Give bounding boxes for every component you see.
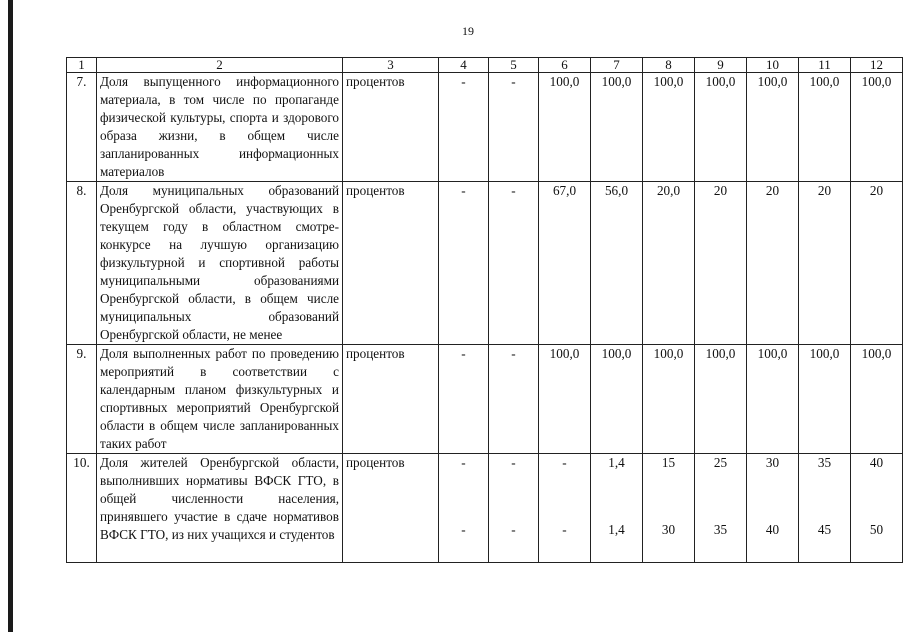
value-total: 25 <box>713 455 728 470</box>
value-cell: 100,0 <box>799 73 851 182</box>
value-cell <box>489 454 539 563</box>
value-cell: 100,0 <box>851 345 903 454</box>
column-header: 6 <box>539 58 591 73</box>
value-students: 45 <box>817 522 832 537</box>
indicator-description: Доля муниципальных образований Оренбургской области, участвующих в текущем году в областном смотре-конкурсе на лучшую организацию физкультурной и спортивной работы муниципальными образованиями Оренбургской области, в общем числе муниципальных образований Оренбургской области, не менее <box>97 182 343 345</box>
table-row <box>67 182 903 345</box>
value-cell <box>695 454 747 563</box>
table-row <box>67 454 903 563</box>
value-total: 15 <box>661 455 676 470</box>
value-total: 40 <box>869 455 884 470</box>
page-number: 19 <box>462 24 474 38</box>
column-header: 12 <box>851 58 903 73</box>
value-total: 1,4 <box>608 455 625 470</box>
value-students: - <box>562 522 567 537</box>
value-cell <box>643 454 695 563</box>
indicators-table <box>66 57 903 563</box>
header-row <box>67 58 903 73</box>
value-students: 30 <box>661 522 676 537</box>
value-cell: 100,0 <box>539 345 591 454</box>
unit-cell: процентов <box>343 345 439 454</box>
value-cell <box>799 454 851 563</box>
value-total: 35 <box>817 455 832 470</box>
table-row <box>67 73 903 182</box>
value-total: - <box>461 455 466 470</box>
value-cell <box>591 454 643 563</box>
column-header: 10 <box>747 58 799 73</box>
column-header: 9 <box>695 58 747 73</box>
value-cell <box>851 454 903 563</box>
value-cell <box>539 454 591 563</box>
column-header: 11 <box>799 58 851 73</box>
unit-cell: процентов <box>343 454 439 563</box>
unit-cell: процентов <box>343 182 439 345</box>
row-number: 7. <box>67 73 97 182</box>
value-cell: 100,0 <box>695 73 747 182</box>
value-cell: 67,0 <box>539 182 591 345</box>
value-cell <box>747 454 799 563</box>
value-students: 1,4 <box>608 522 625 537</box>
value-students: - <box>461 522 466 537</box>
value-cell: - <box>439 73 489 182</box>
value-cell: 100,0 <box>799 345 851 454</box>
value-students: - <box>511 522 516 537</box>
value-cell: 20,0 <box>643 182 695 345</box>
value-cell: 100,0 <box>747 345 799 454</box>
indicator-description: Доля выполненных работ по проведению мероприятий в соответствии с календарным планом физкультурных и спортивных мероприятий Оренбургской области в общем числе запланированных таких работ <box>97 345 343 454</box>
value-students: 35 <box>713 522 728 537</box>
value-cell: - <box>439 182 489 345</box>
value-cell: - <box>489 73 539 182</box>
unit-cell: процентов <box>343 73 439 182</box>
column-header: 1 <box>67 58 97 73</box>
value-total: - <box>511 455 516 470</box>
column-header: 7 <box>591 58 643 73</box>
indicator-description: Доля выпущенного информационного материала, в том числе по пропаганде физической культуры, спорта и здорового образа жизни, в общем числе запланированных информационных материалов <box>97 73 343 182</box>
column-header: 2 <box>97 58 343 73</box>
value-cell: - <box>439 345 489 454</box>
value-cell: 100,0 <box>851 73 903 182</box>
value-cell <box>439 454 489 563</box>
column-header: 4 <box>439 58 489 73</box>
column-header: 5 <box>489 58 539 73</box>
value-cell: 20 <box>695 182 747 345</box>
value-cell: 100,0 <box>643 345 695 454</box>
row-number: 10. <box>67 454 97 563</box>
value-cell: 20 <box>799 182 851 345</box>
column-header: 8 <box>643 58 695 73</box>
value-cell: 100,0 <box>643 73 695 182</box>
row-number: 9. <box>67 345 97 454</box>
row-number: 8. <box>67 182 97 345</box>
value-cell: 100,0 <box>591 345 643 454</box>
value-cell: 100,0 <box>539 73 591 182</box>
value-cell: 20 <box>851 182 903 345</box>
scan-edge-bar <box>8 0 13 632</box>
value-cell: - <box>489 345 539 454</box>
value-total: - <box>562 455 567 470</box>
value-total: 30 <box>765 455 780 470</box>
value-students: 50 <box>869 522 884 537</box>
value-cell: - <box>489 182 539 345</box>
value-cell: 56,0 <box>591 182 643 345</box>
value-cell: 100,0 <box>747 73 799 182</box>
value-cell: 100,0 <box>591 73 643 182</box>
value-students: 40 <box>765 522 780 537</box>
value-cell: 100,0 <box>695 345 747 454</box>
column-header: 3 <box>343 58 439 73</box>
value-cell: 20 <box>747 182 799 345</box>
indicator-description: Доля жителей Оренбургской области, выполнивших нормативы ВФСК ГТО, в общей численности населения, принявшего участие в сдаче нормативов ВФСК ГТО, из них учащихся и студентов <box>97 454 343 563</box>
table-row <box>67 345 903 454</box>
